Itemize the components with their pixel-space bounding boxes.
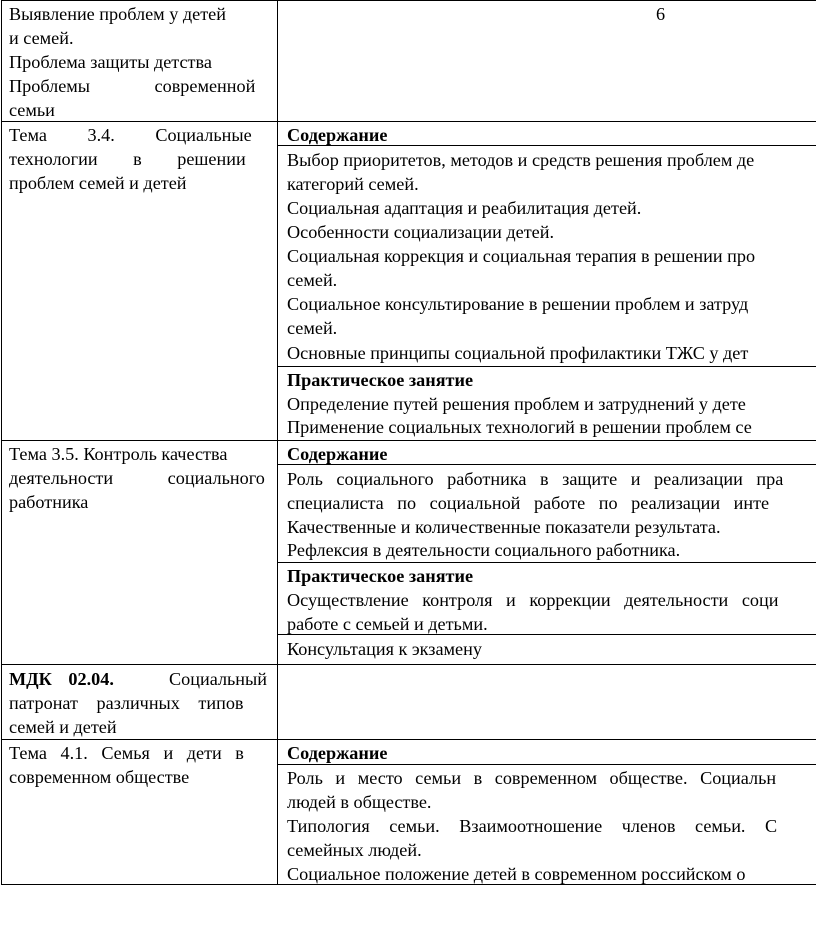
content-line: Роль и место семьи в современном обществе. Социальн <box>287 768 777 788</box>
row-divider <box>277 366 816 367</box>
content-line: Социальное консультирование в решении проблем и затруд <box>287 294 749 314</box>
topic-line: современном обществе <box>9 767 190 787</box>
row4-topic <box>9 667 267 739</box>
practice-line: Применение социальных технологий в решении проблем се <box>287 417 752 437</box>
topic-line: Тема 3.4. Социальные <box>9 125 252 145</box>
row1-topic <box>9 2 267 122</box>
consultation-line: Консультация к экзамену <box>287 639 482 659</box>
content-line: специалиста по социальной работе по реализации инте <box>287 493 770 513</box>
topic-line: семей и детей <box>9 717 117 737</box>
practice-heading: Практическое занятие <box>287 370 474 390</box>
topic-line: Проблемы современной <box>9 76 256 96</box>
topic-line: и семей. <box>9 28 74 48</box>
module-code: МДК 02.04. <box>9 669 114 689</box>
topic-line: Выявление проблем у детей <box>9 4 226 24</box>
table-left-border <box>1 0 2 885</box>
practice-line: работе с семьей и детьми. <box>287 614 488 634</box>
row-divider <box>1 739 816 740</box>
topic-line: деятельности социального <box>9 468 265 488</box>
content-line: семей. <box>287 270 338 290</box>
content-line: Роль социального работника в защите и реализации пра <box>287 469 784 489</box>
content-heading: Содержание <box>287 444 388 464</box>
row3-topic <box>9 442 267 514</box>
topic-line: Тема 4.1. Семья и дети в <box>9 743 244 763</box>
row-divider <box>277 562 816 563</box>
practice-line: Определение путей решения проблем и затруднений у дете <box>287 394 746 414</box>
content-line: семей. <box>287 318 338 338</box>
row5-topic <box>9 741 267 789</box>
topic-line: семьи <box>9 100 55 120</box>
content-line: людей в обществе. <box>287 792 432 812</box>
content-heading: Содержание <box>287 743 388 763</box>
row2-topic <box>9 123 267 195</box>
content-line: Социальная коррекция и социальная терапия в решении про <box>287 246 756 266</box>
content-line: Рефлексия в деятельности социального работника. <box>287 540 681 560</box>
content-line: категорий семей. <box>287 174 419 194</box>
content-line: Качественные и количественные показатели результата. <box>287 517 721 537</box>
content-line: Основные принципы социальной профилактики ТЖС у дет <box>287 343 749 363</box>
row1-hours: 6 <box>656 4 666 24</box>
topic-line: патронат различных типов <box>9 693 244 713</box>
topic-line: технологии в решении <box>9 149 246 169</box>
topic-line: Проблема защиты детства <box>9 52 212 72</box>
topic-line: Тема 3.5. Контроль качества <box>9 444 228 464</box>
content-line: семейных людей. <box>287 840 422 860</box>
content-line: Выбор приоритетов, методов и средств решения проблем де <box>287 150 755 170</box>
row-divider <box>1 664 816 665</box>
content-heading: Содержание <box>287 125 388 145</box>
topic-line: работника <box>9 492 89 512</box>
content-line: Социальная адаптация и реабилитация детей. <box>287 198 642 218</box>
column-divider <box>277 0 278 885</box>
topic-line: МДК 02.04. Социальный <box>9 669 267 689</box>
row-divider <box>1 440 816 441</box>
practice-heading: Практическое занятие <box>287 566 474 586</box>
table-top-border <box>1 0 816 1</box>
topic-line: проблем семей и детей <box>9 173 187 193</box>
content-line: Социальное положение детей в современном российском о <box>287 864 746 884</box>
practice-line: Осуществление контроля и коррекции деятельности соци <box>287 590 779 610</box>
content-line: Особенности социализации детей. <box>287 222 555 242</box>
content-line: Типология семьи. Взаимоотношение членов семьи. С <box>287 816 778 836</box>
